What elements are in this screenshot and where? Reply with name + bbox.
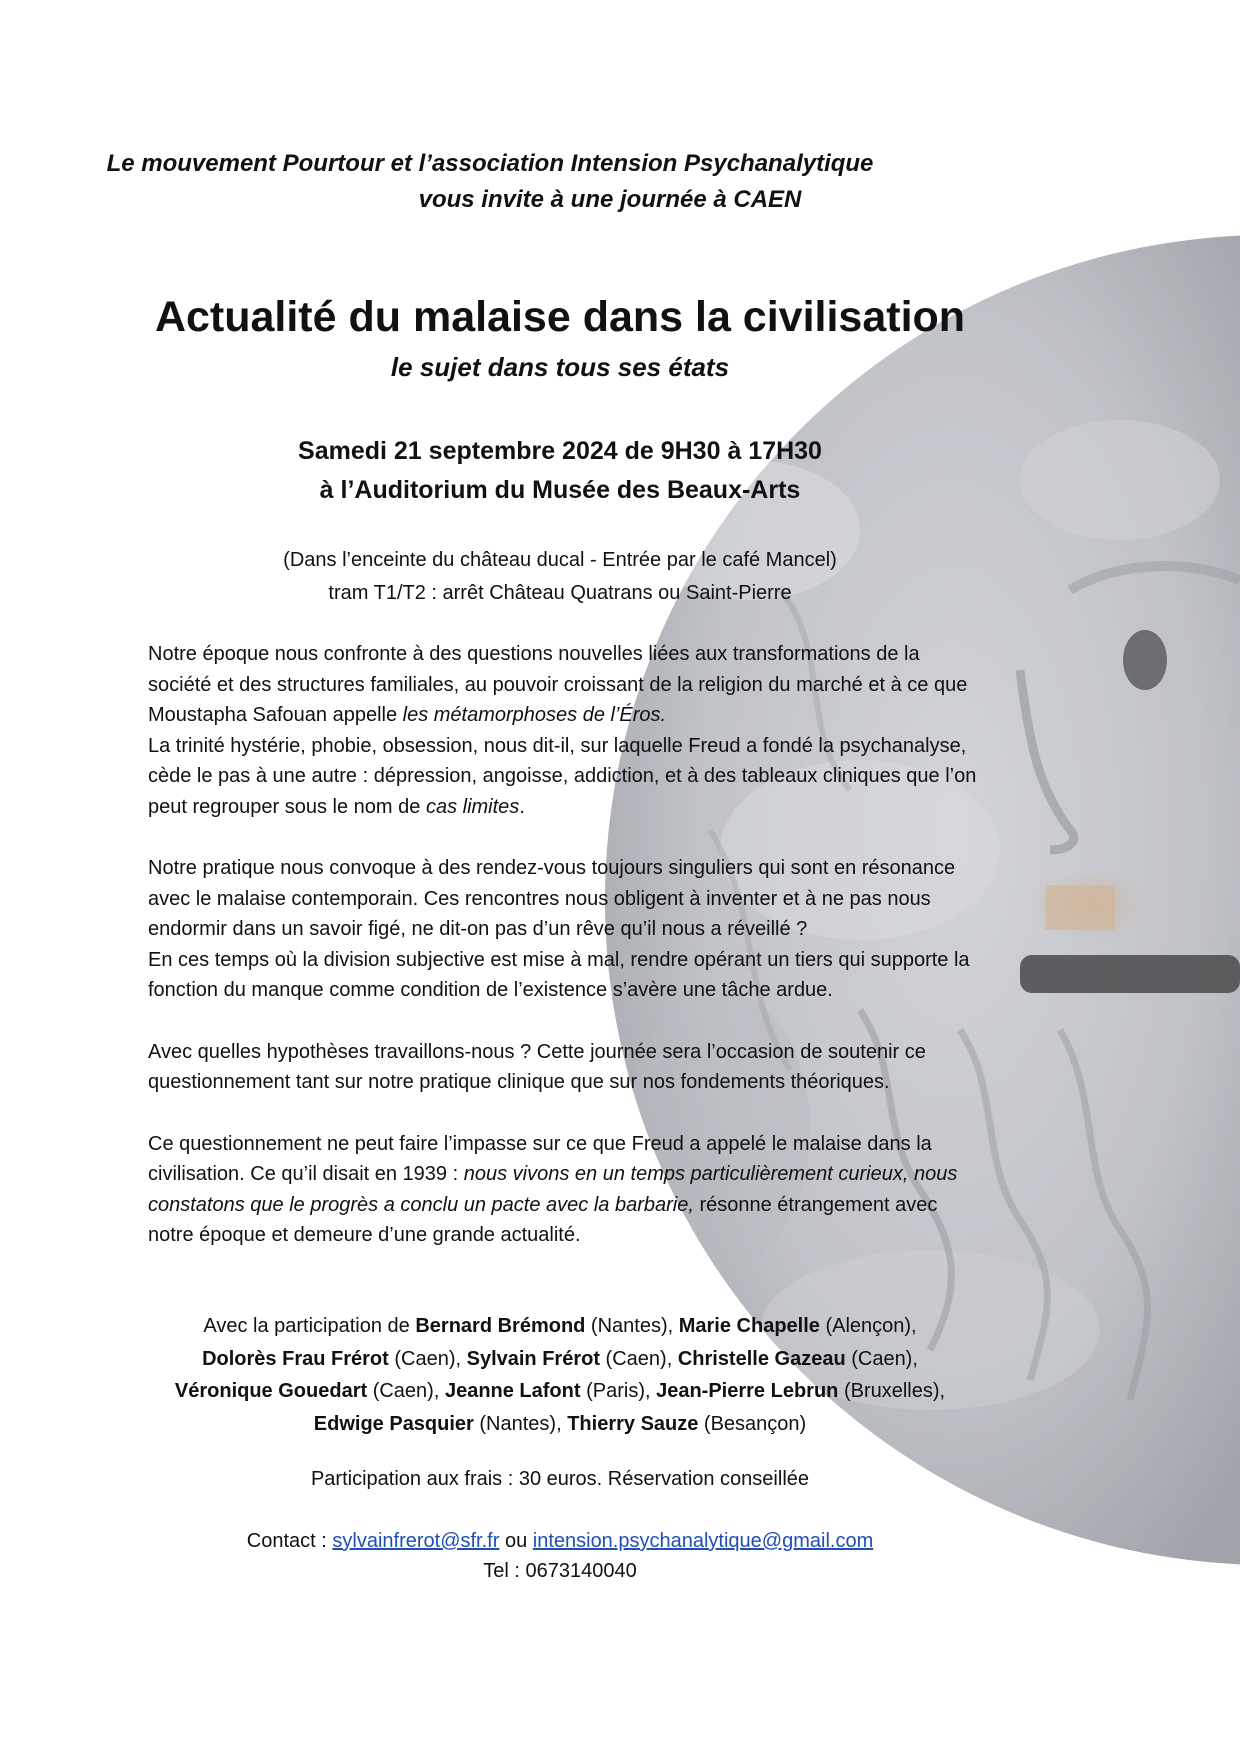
description-paragraph-3 bbox=[148, 1037, 1088, 1098]
participant-city: (Caen), bbox=[845, 1347, 918, 1370]
freud-quote: constatons que le progrès a conclu un pacte avec la barbarie, bbox=[148, 1193, 694, 1216]
description-paragraph-4 bbox=[148, 1129, 1088, 1251]
participant-name: Edwige Pasquier bbox=[313, 1412, 474, 1435]
contact-block bbox=[80, 1526, 1040, 1586]
participant-name: Jeanne Lafont bbox=[444, 1380, 581, 1402]
email-link-intension[interactable]: intension.psychanalytique@gmail.com bbox=[532, 1530, 874, 1552]
text-line bbox=[148, 792, 1088, 823]
text-line: endormir dans un savoir figé, ne dit-on pas d’un rêve qu’il nous a réveillé ? bbox=[148, 918, 808, 940]
participant-name: Véronique Gouedart bbox=[174, 1380, 368, 1402]
emphasis: cas limites bbox=[425, 795, 520, 818]
contact-label: Contact : bbox=[246, 1530, 333, 1552]
text-line: Avec quelles hypothèses travaillons-nous ? Cette journée sera l’occasion de soutenir ce bbox=[148, 1040, 926, 1063]
venue-directions bbox=[80, 544, 1040, 610]
contact-emails bbox=[80, 1526, 1040, 1556]
text-line: avec le malaise contemporain. Ces rencontres nous obligent à inventer et à ne pas nous bbox=[148, 887, 931, 910]
invitation-header bbox=[100, 146, 1000, 218]
participant-city: (Nantes), bbox=[585, 1315, 679, 1337]
contact-phone: Tel : 0673140040 bbox=[483, 1560, 637, 1582]
event-description bbox=[148, 639, 1088, 1282]
text-line: Ce questionnement ne peut faire l’impasse sur ce que Freud a appelé le malaise dans la bbox=[148, 1132, 932, 1155]
participant-city: (Paris), bbox=[580, 1380, 657, 1402]
text-line: En ces temps où la division subjective est mise à mal, rendre opérant un tiers qui supporte la bbox=[148, 948, 970, 971]
text-span: Moustapha Safouan appelle bbox=[148, 704, 403, 726]
participants-line-3 bbox=[80, 1375, 1040, 1408]
text-span: résonne étrangement avec bbox=[693, 1193, 938, 1216]
freud-quote: nous vivons en un temps particulièrement curieux, nous bbox=[463, 1163, 958, 1185]
participants-line-1 bbox=[80, 1310, 1040, 1343]
participant-name: Sylvain Frérot bbox=[466, 1347, 600, 1370]
participant-city: (Alençon), bbox=[819, 1315, 917, 1337]
participants-line-2 bbox=[80, 1343, 1040, 1376]
text-line: société et des structures familiales, au pouvoir croissant de la religion du marché et à ce que bbox=[148, 673, 968, 696]
participants-line-4 bbox=[80, 1408, 1040, 1441]
text-span: peut regrouper sous le nom de bbox=[148, 795, 426, 818]
participant-city: (Nantes), bbox=[473, 1412, 568, 1435]
text-line bbox=[148, 1159, 1088, 1190]
event-date: Samedi 21 septembre 2024 de 9H30 à 17H30 bbox=[298, 437, 822, 465]
email-link-sylvain[interactable]: sylvainfrerot@sfr.fr bbox=[332, 1530, 500, 1552]
invitation-line-1: Le mouvement Pourtour et l’association Intension Psychanalytique bbox=[106, 150, 874, 177]
venue-access-note: (Dans l’enceinte du château ducal - Entrée par le café Mancel) bbox=[283, 549, 837, 571]
text-line: notre époque et demeure d’une grande actualité. bbox=[148, 1224, 581, 1246]
description-paragraph-1 bbox=[148, 639, 1088, 822]
participants-intro: Avec la participation de bbox=[203, 1315, 416, 1337]
participants-list bbox=[80, 1310, 1040, 1440]
participant-name: Marie Chapelle bbox=[678, 1315, 820, 1337]
text-span: . bbox=[519, 795, 525, 818]
participant-city: (Caen), bbox=[367, 1380, 445, 1402]
participant-name: Bernard Brémond bbox=[415, 1315, 586, 1337]
event-date-place bbox=[80, 432, 1040, 510]
tram-info: tram T1/T2 : arrêt Château Quatrans ou Saint-Pierre bbox=[328, 582, 792, 604]
participation-fees: Participation aux frais : 30 euros. Réservation conseillée bbox=[310, 1468, 810, 1490]
participant-name: Jean-Pierre Lebrun bbox=[656, 1380, 839, 1402]
text-line bbox=[148, 1190, 1088, 1221]
text-line: Notre époque nous confronte à des questions nouvelles liées aux transformations de la bbox=[148, 643, 920, 665]
text-line: fonction du manque comme condition de l’existence s’avère une tâche ardue. bbox=[148, 979, 833, 1001]
event-subtitle: le sujet dans tous ses états bbox=[390, 352, 730, 382]
contact-separator: ou bbox=[499, 1530, 533, 1552]
text-span: civilisation. Ce qu’il disait en 1939 : bbox=[148, 1163, 464, 1185]
participant-city: (Besançon) bbox=[698, 1412, 807, 1435]
participant-name: Dolorès Frau Frérot bbox=[202, 1347, 389, 1370]
event-title: Actualité du malaise dans la civilisation bbox=[154, 293, 966, 341]
participant-city: (Caen), bbox=[600, 1347, 678, 1370]
invitation-line-2: vous invite à une journée à CAEN bbox=[418, 186, 802, 213]
text-line: cède le pas à une autre : dépression, angoisse, addiction, et à des tableaux cliniques que l’on bbox=[148, 765, 977, 787]
description-paragraph-2 bbox=[148, 853, 1088, 1006]
participant-city: (Caen), bbox=[388, 1347, 467, 1370]
participant-city: (Bruxelles), bbox=[838, 1380, 946, 1402]
participant-name: Christelle Gazeau bbox=[677, 1347, 846, 1370]
text-line: Notre pratique nous convoque à des rendez-vous toujours singuliers qui sont en résonance bbox=[148, 857, 956, 879]
participant-name: Thierry Sauze bbox=[567, 1412, 699, 1435]
text-line: questionnement tant sur notre pratique clinique que sur nos fondements théoriques. bbox=[148, 1071, 890, 1093]
book-reference: les métamorphoses de l’Éros. bbox=[402, 704, 667, 726]
text-line bbox=[148, 700, 1088, 731]
event-venue: à l’Auditorium du Musée des Beaux-Arts bbox=[319, 476, 801, 504]
text-line: La trinité hystérie, phobie, obsession, nous dit-il, sur laquelle Freud a fondé la psychanalyse, bbox=[148, 734, 967, 757]
